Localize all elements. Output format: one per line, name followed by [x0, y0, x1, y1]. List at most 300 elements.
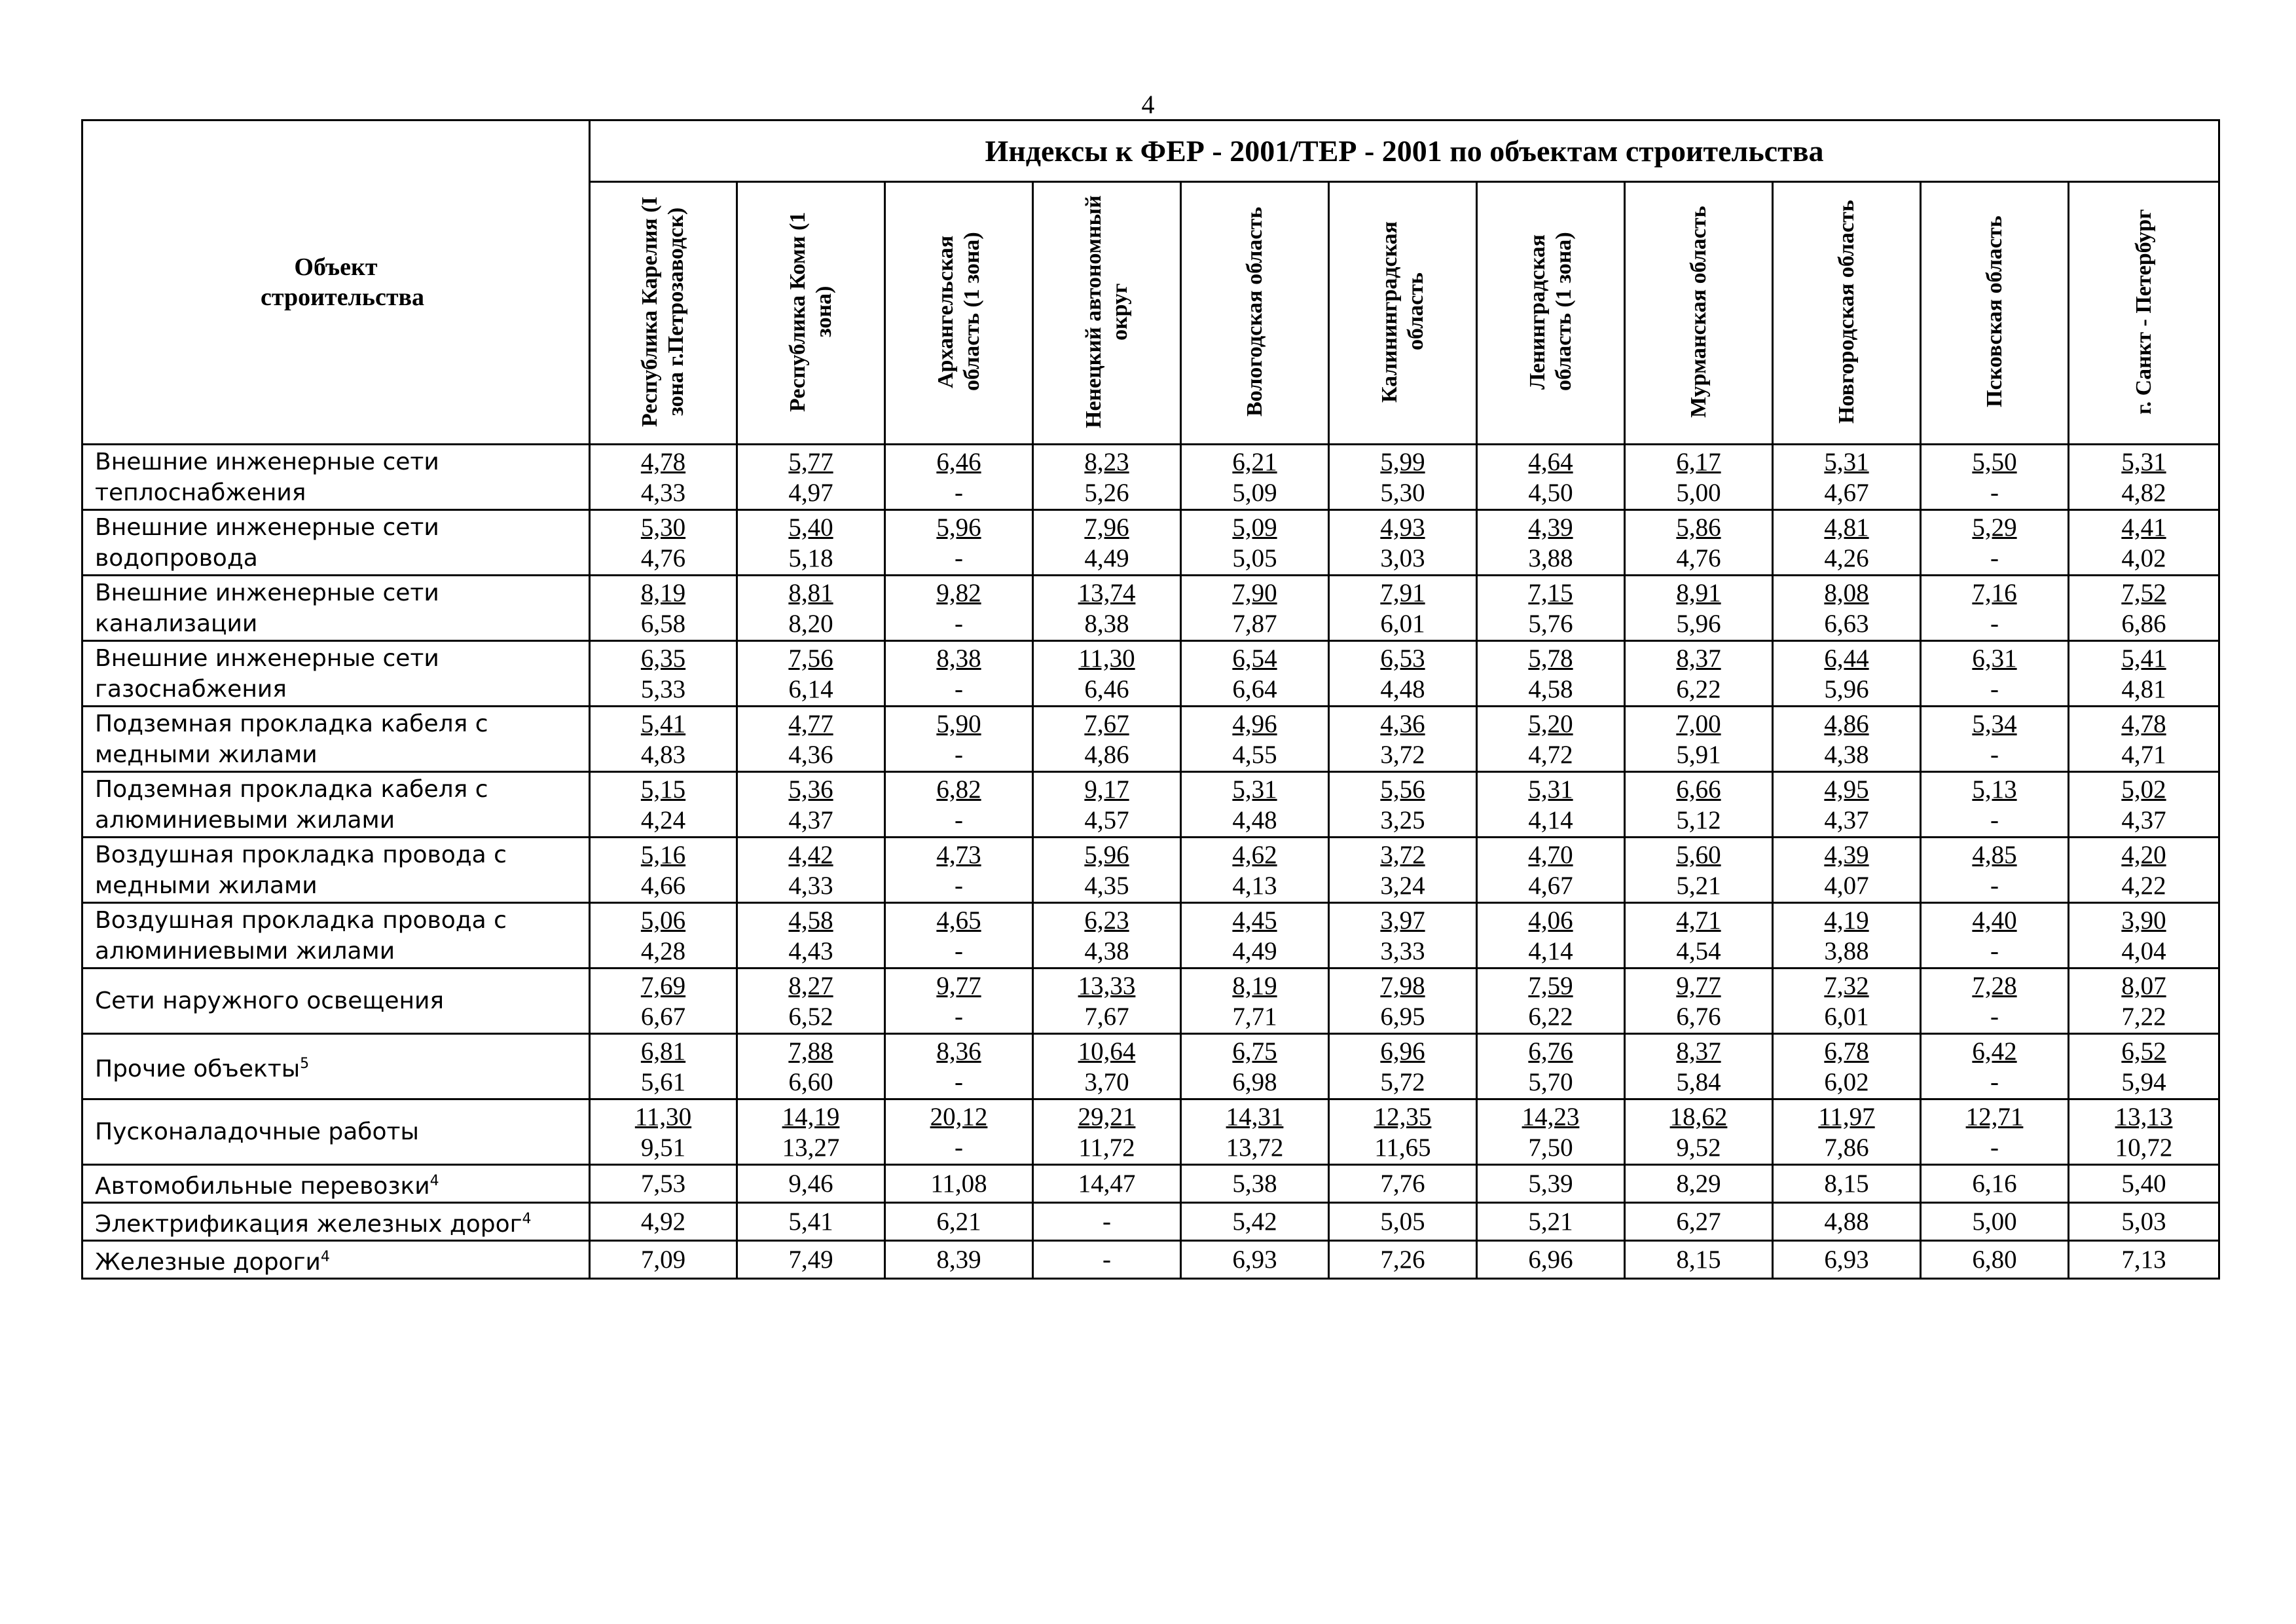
index-lower-value: 4,14 — [1528, 936, 1573, 965]
index-lower-value: 7,71 — [1232, 1002, 1277, 1031]
index-upper-value: 7,32 — [1824, 971, 1869, 1000]
value-cell: 11,08 — [885, 1165, 1033, 1203]
region-header-text: Ленинградская область (1 зона) — [1525, 232, 1576, 391]
value-cell — [885, 445, 1033, 510]
index-upper-value: 6,35 — [640, 644, 686, 673]
index-upper-value: 4,36 — [1380, 709, 1425, 738]
row-name-text: Воздушная прокладка провода с медными жилами — [95, 841, 507, 899]
region-header — [737, 182, 885, 445]
value-cell — [590, 445, 737, 510]
index-upper-value: 6,75 — [1232, 1037, 1277, 1065]
index-lower-value: - — [1990, 871, 1999, 900]
value-cell — [737, 1034, 885, 1099]
index-lower-value: - — [955, 1133, 963, 1162]
index-lower-value: 4,38 — [1084, 936, 1129, 965]
value-cell — [1625, 641, 1773, 707]
index-lower-value: 9,52 — [1676, 1133, 1721, 1162]
value-cell — [1033, 772, 1181, 838]
value-cell: 8,15 — [1773, 1165, 1921, 1203]
value-cell — [2069, 1099, 2219, 1165]
index-upper-value: 13,33 — [1078, 971, 1136, 1000]
value-cell — [1033, 838, 1181, 903]
index-lower-value: 4,43 — [788, 936, 833, 965]
value-cell: 5,41 — [737, 1203, 885, 1241]
index-lower-value: 6,01 — [1380, 609, 1425, 638]
value-cell: 7,53 — [590, 1165, 737, 1203]
value-cell: - — [1033, 1203, 1181, 1241]
index-lower-value: - — [1990, 740, 1999, 769]
table-row — [82, 772, 2219, 838]
index-lower-value: - — [1990, 805, 1999, 834]
index-upper-value: 8,91 — [1676, 578, 1721, 607]
row-name — [82, 838, 590, 903]
value-cell: 7,76 — [1329, 1165, 1477, 1203]
index-upper-value: 8,37 — [1676, 644, 1721, 673]
value-cell — [1329, 576, 1477, 641]
index-lower-value: - — [955, 740, 963, 769]
value-cell: 5,21 — [1477, 1203, 1625, 1241]
row-name — [82, 1165, 590, 1203]
value-cell — [737, 838, 885, 903]
index-upper-value: 8,38 — [936, 644, 981, 673]
value-cell — [1773, 903, 1921, 969]
index-upper-value: 4,85 — [1972, 840, 2017, 869]
index-lower-value: 5,30 — [1380, 478, 1425, 507]
index-lower-value: 5,84 — [1676, 1067, 1721, 1096]
index-lower-value: 4,71 — [2121, 740, 2166, 769]
index-lower-value: 4,13 — [1232, 871, 1277, 900]
row-name — [82, 1099, 590, 1165]
index-lower-value: - — [955, 1002, 963, 1031]
row-name — [82, 903, 590, 969]
index-lower-value: 4,07 — [1824, 871, 1869, 900]
index-upper-value: 6,44 — [1824, 644, 1869, 673]
value-cell — [1921, 969, 2069, 1034]
index-lower-value: 4,48 — [1380, 674, 1425, 703]
index-upper-value: 6,23 — [1084, 906, 1129, 934]
value-cell — [1773, 969, 1921, 1034]
footnote-mark: 4 — [429, 1173, 439, 1189]
value-cell — [1921, 838, 2069, 903]
index-lower-value: 4,58 — [1528, 674, 1573, 703]
value-cell — [1773, 838, 1921, 903]
index-lower-value: 4,76 — [1676, 544, 1721, 572]
index-upper-value: 7,96 — [1084, 513, 1129, 542]
value-cell — [590, 903, 737, 969]
index-lower-value: 13,27 — [782, 1133, 840, 1162]
index-upper-value: 4,19 — [1824, 906, 1869, 934]
index-upper-value: 4,78 — [2121, 709, 2166, 738]
index-upper-value: 5,40 — [788, 513, 833, 542]
index-upper-value: 4,64 — [1528, 447, 1573, 476]
region-header-text: Архангельская область (1 зона) — [933, 232, 984, 391]
value-cell — [1477, 641, 1625, 707]
index-lower-value: 6,52 — [788, 1002, 833, 1031]
value-cell — [1477, 838, 1625, 903]
value-cell — [1921, 576, 2069, 641]
value-cell — [590, 576, 737, 641]
value-cell — [885, 707, 1033, 772]
index-upper-value: 4,71 — [1676, 906, 1721, 934]
table-row — [82, 576, 2219, 641]
index-lower-value: 7,86 — [1824, 1133, 1869, 1162]
index-lower-value: 5,94 — [2121, 1067, 2166, 1096]
index-upper-value: 6,81 — [640, 1037, 686, 1065]
value-cell: 6,96 — [1477, 1241, 1625, 1279]
value-cell — [1477, 1099, 1625, 1165]
value-cell — [590, 1099, 737, 1165]
region-header-text: Калининградская область — [1377, 220, 1428, 403]
index-upper-value: 18,62 — [1669, 1102, 1728, 1131]
index-upper-value: 10,64 — [1078, 1037, 1136, 1065]
index-upper-value: 12,71 — [1965, 1102, 2024, 1131]
index-lower-value: 6,02 — [1824, 1067, 1869, 1096]
value-cell: 5,03 — [2069, 1203, 2219, 1241]
index-lower-value: - — [955, 674, 963, 703]
index-lower-value: 6,22 — [1676, 674, 1721, 703]
value-cell — [885, 510, 1033, 576]
value-cell: 8,29 — [1625, 1165, 1773, 1203]
value-cell — [2069, 1034, 2219, 1099]
index-upper-value: 20,12 — [930, 1102, 988, 1131]
object-column-header — [82, 120, 590, 445]
value-cell — [1033, 707, 1181, 772]
table-row — [82, 838, 2219, 903]
index-lower-value: 9,51 — [640, 1133, 686, 1162]
value-cell: 6,93 — [1773, 1241, 1921, 1279]
index-upper-value: 5,31 — [1824, 447, 1869, 476]
index-upper-value: 4,95 — [1824, 775, 1869, 803]
index-lower-value: 6,95 — [1380, 1002, 1425, 1031]
value-cell — [1625, 1099, 1773, 1165]
index-lower-value: 6,58 — [640, 609, 686, 638]
footnote-mark: 4 — [320, 1249, 330, 1265]
index-upper-value: 4,42 — [788, 840, 833, 869]
index-lower-value: 4,86 — [1084, 740, 1129, 769]
index-upper-value: 9,77 — [936, 971, 981, 1000]
index-lower-value: 5,96 — [1824, 674, 1869, 703]
index-upper-value: 6,76 — [1528, 1037, 1573, 1065]
value-cell: 5,05 — [1329, 1203, 1477, 1241]
index-upper-value: 3,72 — [1380, 840, 1425, 869]
index-lower-value: 5,61 — [640, 1067, 686, 1096]
value-cell — [2069, 969, 2219, 1034]
value-cell: 7,49 — [737, 1241, 885, 1279]
index-lower-value: 7,50 — [1528, 1133, 1573, 1162]
index-upper-value: 4,41 — [2121, 513, 2166, 542]
value-cell: 7,26 — [1329, 1241, 1477, 1279]
value-cell — [1625, 838, 1773, 903]
index-upper-value: 4,62 — [1232, 840, 1277, 869]
index-lower-value: 5,72 — [1380, 1067, 1425, 1096]
index-lower-value: 6,46 — [1084, 674, 1129, 703]
index-upper-value: 4,06 — [1528, 906, 1573, 934]
index-lower-value: 4,36 — [788, 740, 833, 769]
value-cell — [590, 707, 737, 772]
index-lower-value: 4,14 — [1528, 805, 1573, 834]
value-cell — [590, 641, 737, 707]
index-lower-value: 3,33 — [1380, 936, 1425, 965]
index-lower-value: 4,35 — [1084, 871, 1129, 900]
index-lower-value: 4,50 — [1528, 478, 1573, 507]
index-lower-value: 6,01 — [1824, 1002, 1869, 1031]
index-lower-value: 3,88 — [1824, 936, 1869, 965]
index-lower-value: 6,86 — [2121, 609, 2166, 638]
index-upper-value: 7,98 — [1380, 971, 1425, 1000]
index-upper-value: 5,99 — [1380, 447, 1425, 476]
value-cell — [1033, 1034, 1181, 1099]
index-upper-value: 4,20 — [2121, 840, 2166, 869]
index-lower-value: 4,02 — [2121, 544, 2166, 572]
value-cell — [1477, 1034, 1625, 1099]
value-cell — [1773, 707, 1921, 772]
value-cell — [1181, 838, 1329, 903]
value-cell — [1921, 1034, 2069, 1099]
table-row — [82, 903, 2219, 969]
value-cell — [2069, 445, 2219, 510]
value-cell — [1477, 903, 1625, 969]
value-cell — [737, 510, 885, 576]
index-lower-value: - — [1990, 544, 1999, 572]
row-name-text: Пусконаладочные работы — [95, 1118, 419, 1145]
index-lower-value: 5,09 — [1232, 478, 1277, 507]
value-cell — [1625, 1034, 1773, 1099]
index-lower-value: 4,97 — [788, 478, 833, 507]
index-lower-value: 4,37 — [1824, 805, 1869, 834]
value-cell: 14,47 — [1033, 1165, 1181, 1203]
index-upper-value: 8,81 — [788, 578, 833, 607]
value-cell: 5,40 — [2069, 1165, 2219, 1203]
index-upper-value: 6,78 — [1824, 1037, 1869, 1065]
index-upper-value: 7,28 — [1972, 971, 2017, 1000]
value-cell — [1921, 1099, 2069, 1165]
index-upper-value: 4,39 — [1824, 840, 1869, 869]
row-name — [82, 641, 590, 707]
value-cell: 4,92 — [590, 1203, 737, 1241]
value-cell: 6,21 — [885, 1203, 1033, 1241]
value-cell — [1477, 772, 1625, 838]
value-cell — [1033, 903, 1181, 969]
index-lower-value: 4,33 — [788, 871, 833, 900]
index-upper-value: 7,16 — [1972, 578, 2017, 607]
region-header — [1921, 182, 2069, 445]
value-cell — [1181, 510, 1329, 576]
table-row — [82, 445, 2219, 510]
region-header-text: Республика Коми (1 зона) — [785, 211, 836, 412]
index-upper-value: 6,21 — [1232, 447, 1277, 476]
index-lower-value: 13,72 — [1226, 1133, 1284, 1162]
index-upper-value: 5,50 — [1972, 447, 2017, 476]
value-cell — [1773, 576, 1921, 641]
index-lower-value: - — [1990, 674, 1999, 703]
page-number: 4 — [1141, 90, 1155, 119]
index-upper-value: 7,90 — [1232, 578, 1277, 607]
index-upper-value: 8,08 — [1824, 578, 1869, 607]
index-upper-value: 5,90 — [936, 709, 981, 738]
index-lower-value: - — [955, 805, 963, 834]
index-upper-value: 3,90 — [2121, 906, 2166, 934]
value-cell — [885, 772, 1033, 838]
index-lower-value: 5,70 — [1528, 1067, 1573, 1096]
index-lower-value: 5,96 — [1676, 609, 1721, 638]
index-upper-value: 8,37 — [1676, 1037, 1721, 1065]
value-cell: 5,42 — [1181, 1203, 1329, 1241]
value-cell — [1625, 772, 1773, 838]
index-lower-value: 4,81 — [2121, 674, 2166, 703]
index-upper-value: 8,19 — [640, 578, 686, 607]
value-cell — [1033, 445, 1181, 510]
index-lower-value: - — [955, 1067, 963, 1096]
value-cell — [885, 1099, 1033, 1165]
row-name-text: Воздушная прокладка провода с алюминиевыми жилами — [95, 906, 507, 965]
index-lower-value: 5,05 — [1232, 544, 1277, 572]
region-header-text: Ненецкий автономный округ — [1081, 194, 1132, 428]
index-upper-value: 11,30 — [634, 1102, 692, 1131]
index-upper-value: 4,81 — [1824, 513, 1869, 542]
index-upper-value: 4,73 — [936, 840, 981, 869]
value-cell — [1329, 445, 1477, 510]
index-lower-value: 3,70 — [1084, 1067, 1129, 1096]
index-lower-value: 5,21 — [1676, 871, 1721, 900]
table-row — [82, 969, 2219, 1034]
index-upper-value: 14,23 — [1522, 1102, 1580, 1131]
value-cell: 7,09 — [590, 1241, 737, 1279]
index-lower-value: 3,88 — [1528, 544, 1573, 572]
index-lower-value: - — [1990, 478, 1999, 507]
index-lower-value: 4,37 — [2121, 805, 2166, 834]
index-upper-value: 5,31 — [2121, 447, 2166, 476]
region-header — [885, 182, 1033, 445]
value-cell — [1033, 969, 1181, 1034]
row-name-text: Электрификация железных дорог — [95, 1211, 522, 1238]
index-upper-value: 4,77 — [788, 709, 833, 738]
footnote-mark: 5 — [300, 1056, 310, 1072]
index-lower-value: 10,72 — [2115, 1133, 2173, 1162]
row-name-text: Внешние инженерные сети водопровода — [95, 513, 439, 572]
index-upper-value: 9,77 — [1676, 971, 1721, 1000]
index-lower-value: 7,22 — [2121, 1002, 2166, 1031]
index-lower-value: 4,76 — [640, 544, 686, 572]
index-lower-value: 4,38 — [1824, 740, 1869, 769]
value-cell — [1181, 576, 1329, 641]
index-lower-value: 6,60 — [788, 1067, 833, 1096]
value-cell — [1329, 969, 1477, 1034]
row-name — [82, 1241, 590, 1279]
value-cell — [1625, 576, 1773, 641]
row-name-text: Подземная прокладка кабеля с медными жилами — [95, 710, 488, 768]
region-header — [1477, 182, 1625, 445]
value-cell: 8,39 — [885, 1241, 1033, 1279]
region-header — [1181, 182, 1329, 445]
index-upper-value: 29,21 — [1078, 1102, 1136, 1131]
row-name — [82, 969, 590, 1034]
value-cell — [737, 707, 885, 772]
row-name-text: Прочие объекты — [95, 1056, 301, 1082]
index-upper-value: 6,53 — [1380, 644, 1425, 673]
index-upper-value: 8,19 — [1232, 971, 1277, 1000]
index-lower-value: 5,33 — [640, 674, 686, 703]
value-cell — [1181, 1034, 1329, 1099]
group-header: Индексы к ФЕР - 2001/ТЕР - 2001 по объектам строительства — [590, 120, 2219, 182]
value-cell — [1625, 707, 1773, 772]
index-lower-value: 4,49 — [1232, 936, 1277, 965]
index-lower-value: - — [1990, 609, 1999, 638]
index-upper-value: 4,45 — [1232, 906, 1277, 934]
index-lower-value: 4,33 — [640, 478, 686, 507]
value-cell: 7,13 — [2069, 1241, 2219, 1279]
value-cell — [1181, 772, 1329, 838]
index-upper-value: 5,60 — [1676, 840, 1721, 869]
index-upper-value: 5,41 — [2121, 644, 2166, 673]
index-upper-value: 9,82 — [936, 578, 981, 607]
region-header — [1329, 182, 1477, 445]
value-cell — [1773, 641, 1921, 707]
index-upper-value: 5,16 — [640, 840, 686, 869]
index-lower-value: 4,66 — [640, 871, 686, 900]
index-upper-value: 6,96 — [1380, 1037, 1425, 1065]
value-cell — [1033, 576, 1181, 641]
value-cell — [737, 445, 885, 510]
value-cell — [1773, 772, 1921, 838]
value-cell — [1625, 445, 1773, 510]
index-upper-value: 11,97 — [1818, 1102, 1875, 1131]
value-cell — [1181, 445, 1329, 510]
row-name-text: Внешние инженерные сети газоснабжения — [95, 644, 439, 703]
value-cell: 5,00 — [1921, 1203, 2069, 1241]
region-header — [1033, 182, 1181, 445]
value-cell — [885, 969, 1033, 1034]
index-upper-value: 8,23 — [1084, 447, 1129, 476]
index-upper-value: 7,56 — [788, 644, 833, 673]
value-cell — [1329, 707, 1477, 772]
index-upper-value: 6,66 — [1676, 775, 1721, 803]
index-upper-value: 7,59 — [1528, 971, 1573, 1000]
index-lower-value: 4,37 — [788, 805, 833, 834]
value-cell — [885, 576, 1033, 641]
index-upper-value: 5,41 — [640, 709, 686, 738]
value-cell — [590, 772, 737, 838]
index-lower-value: 7,67 — [1084, 1002, 1129, 1031]
value-cell — [1329, 641, 1477, 707]
value-cell — [1477, 510, 1625, 576]
value-cell — [1625, 969, 1773, 1034]
index-lower-value: 6,63 — [1824, 609, 1869, 638]
index-lower-value: 4,55 — [1232, 740, 1277, 769]
region-header-text: г. Санкт - Петербург — [2131, 208, 2156, 415]
value-cell: 5,39 — [1477, 1165, 1625, 1203]
index-upper-value: 5,06 — [640, 906, 686, 934]
region-header-text: Псковская область — [1982, 215, 2007, 407]
value-cell: 4,88 — [1773, 1203, 1921, 1241]
region-header — [590, 182, 737, 445]
value-cell — [1033, 641, 1181, 707]
index-upper-value: 11,30 — [1078, 644, 1135, 673]
index-lower-value: 4,04 — [2121, 936, 2166, 965]
index-upper-value: 8,36 — [936, 1037, 981, 1065]
value-cell — [1181, 903, 1329, 969]
index-upper-value: 5,31 — [1528, 775, 1573, 803]
index-lower-value: 4,72 — [1528, 740, 1573, 769]
value-cell — [737, 772, 885, 838]
value-cell — [2069, 772, 2219, 838]
region-header — [1625, 182, 1773, 445]
table-row — [82, 641, 2219, 707]
value-cell: 6,16 — [1921, 1165, 2069, 1203]
index-upper-value: 5,31 — [1232, 775, 1277, 803]
row-name-text: Внешние инженерные сети канализации — [95, 579, 439, 637]
index-upper-value: 5,09 — [1232, 513, 1277, 542]
value-cell: 8,15 — [1625, 1241, 1773, 1279]
